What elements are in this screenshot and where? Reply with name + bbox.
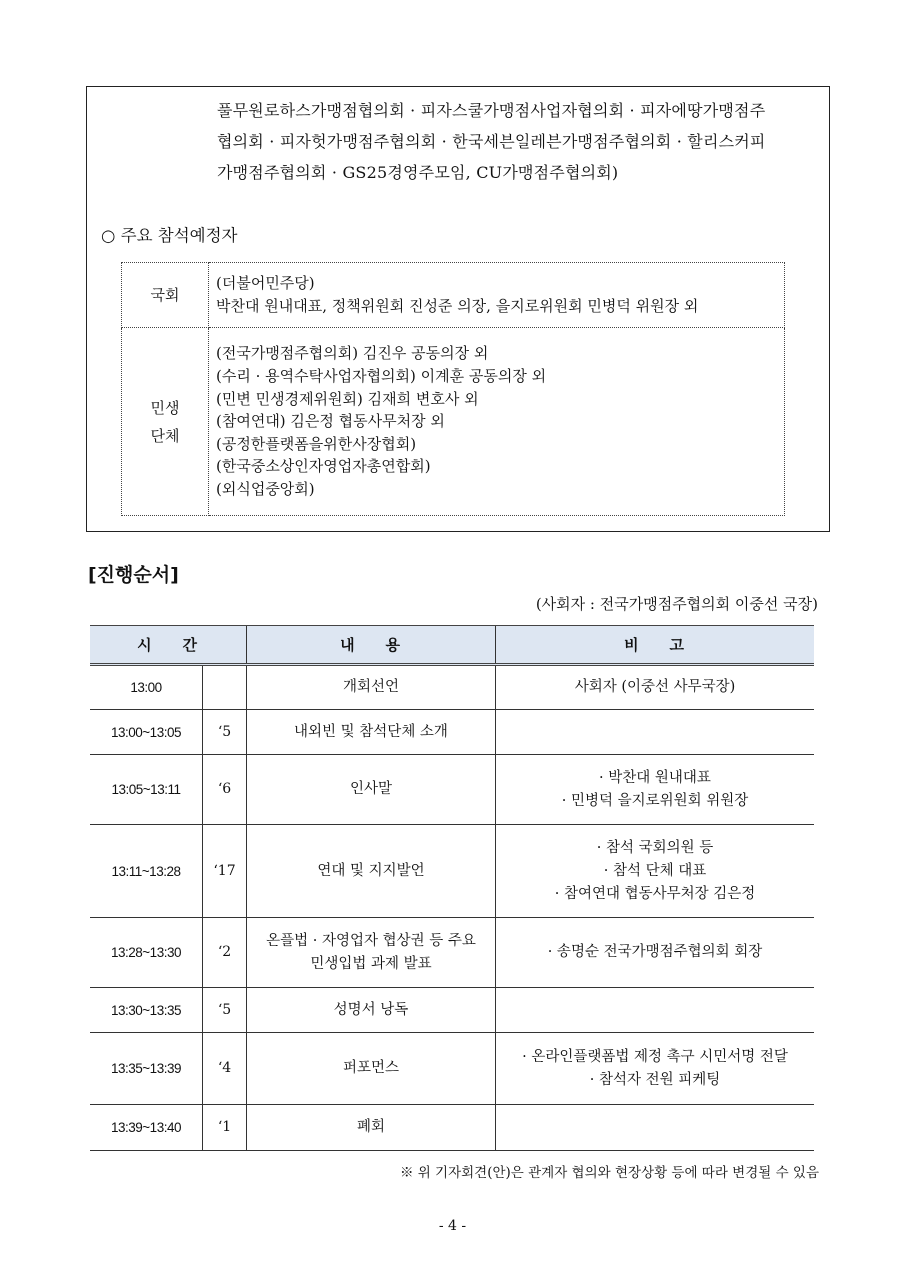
time-cell: 13:39~13:40 — [90, 1105, 203, 1151]
attendee-line: (수리 · 용역수탁사업자협의회) 이계훈 공동의장 외 — [216, 367, 547, 386]
time-cell: 13:05~13:11 — [90, 755, 203, 825]
time-cell: 13:00 — [90, 665, 203, 710]
content-line: 내외빈 및 참석단체 소개 — [294, 723, 448, 740]
attendee-line: 박찬대 원내대표, 정책위원회 진성준 의장, 을지로위원회 민병덕 위원장 외 — [216, 297, 699, 315]
attendee-row-assembly — [122, 263, 785, 328]
time-cell: 13:28~13:30 — [90, 918, 203, 988]
participant-line: 협의회 · 피자헛가맹점주협의회 · 한국세븐일레븐가맹점주협의회 · 할리스커피 — [217, 132, 766, 151]
duration-cell: ‘2 — [203, 918, 247, 988]
info-box — [86, 86, 830, 532]
participant-line: 풀무원로하스가맹점협의회 · 피자스쿨가맹점사업자협의회 · 피자에땅가맹점주 — [217, 101, 766, 120]
content-cell — [247, 665, 496, 710]
schedule-row — [90, 1105, 814, 1151]
content-cell — [247, 918, 496, 988]
attendee-label — [122, 328, 209, 516]
content-line: 연대 및 지지발언 — [317, 862, 425, 879]
note-cell — [496, 988, 815, 1033]
note-line: · 박찬대 원내대표 — [599, 769, 711, 786]
content-line: 폐회 — [356, 1119, 385, 1135]
content-line: 성명서 낭독 — [333, 1001, 409, 1018]
schedule-row — [90, 918, 814, 988]
header-note: 비 고 — [496, 626, 815, 665]
content-line: 개회선언 — [342, 679, 400, 695]
attendee-line: (외식업중앙회) — [216, 479, 315, 498]
schedule-row — [90, 665, 814, 710]
content-cell — [247, 1033, 496, 1105]
time-cell: 13:00~13:05 — [90, 710, 203, 755]
note-cell — [496, 918, 815, 988]
time-cell: 13:30~13:35 — [90, 988, 203, 1033]
note-line: · 온라인플랫폼법 제정 촉구 시민서명 전달 — [522, 1048, 788, 1065]
schedule-row — [90, 755, 814, 825]
attendee-line: (공정한플랫폼을위한사장협회) — [216, 434, 417, 453]
header-content: 내 용 — [247, 626, 496, 665]
note-line: · 민병덕 을지로위원회 위원장 — [561, 792, 749, 809]
note-cell — [496, 825, 815, 918]
time-cell: 13:35~13:39 — [90, 1033, 203, 1105]
note-cell — [496, 1105, 815, 1151]
participant-line: 가맹점주협의회 · GS25경영주모임, CU가맹점주협의회) — [217, 163, 619, 182]
duration-cell: ‘5 — [203, 710, 247, 755]
schedule-row — [90, 825, 814, 918]
note-line: · 참여연대 협동사무처장 김은정 — [554, 885, 756, 902]
attendee-label-line: 민생 — [150, 398, 180, 417]
content-line: 온플법 · 자영업자 협상권 등 주요 — [266, 932, 476, 949]
note-line: · 참석자 전원 피케팅 — [589, 1071, 721, 1088]
header-time: 시 간 — [90, 626, 247, 665]
footnote: ※ 위 기자회견(안)은 관계자 협의와 현장상황 등에 따라 변경될 수 있음 — [399, 1165, 819, 1181]
schedule-row — [90, 988, 814, 1033]
time-cell: 13:11~13:28 — [90, 825, 203, 918]
attendee-line: (전국가맹점주협의회) 김진우 공동의장 외 — [216, 344, 489, 363]
attendee-label-line: 단체 — [150, 426, 180, 445]
attendee-line: (민변 민생경제위원회) 김재희 변호사 외 — [216, 389, 479, 408]
content-line: 민생입법 과제 발표 — [310, 955, 432, 972]
content-line: 퍼포먼스 — [342, 1060, 400, 1076]
note-cell — [496, 755, 815, 825]
duration-cell: ‘4 — [203, 1033, 247, 1105]
schedule-row — [90, 710, 814, 755]
note-line: · 참석 국회의원 등 — [596, 839, 714, 856]
attendee-line: (더불어민주당) — [216, 274, 315, 293]
moderator-note: (사회자 : 전국가맹점주협의회 이중선 국장) — [535, 595, 818, 613]
page-number: - 4 - — [438, 1218, 467, 1234]
duration-cell: ‘1 — [203, 1105, 247, 1151]
attendee-label: 국회 — [122, 263, 209, 328]
content-cell — [247, 755, 496, 825]
attendee-table — [121, 262, 785, 516]
schedule-header-row — [90, 626, 814, 665]
attendee-line: (참여연대) 김은정 협동사무처장 외 — [216, 412, 445, 431]
attendee-row-civic — [122, 328, 785, 516]
content-line: 인사말 — [349, 781, 393, 797]
schedule-table — [90, 625, 814, 1151]
attendee-content — [209, 263, 785, 328]
content-cell — [247, 710, 496, 755]
note-line: · 참석 단체 대표 — [603, 862, 707, 879]
duration-cell: ‘5 — [203, 988, 247, 1033]
attendee-content — [209, 328, 785, 516]
schedule-title: [진행순서] — [88, 564, 179, 586]
content-cell — [247, 988, 496, 1033]
note-line: 사회자 (이중선 사무국장) — [574, 679, 736, 695]
attendee-line: (한국중소상인자영업자총연합회) — [216, 457, 431, 476]
duration-cell — [203, 665, 247, 710]
content-cell — [247, 1105, 496, 1151]
participant-list-continued — [217, 95, 823, 188]
note-line: · 송명순 전국가맹점주협의회 회장 — [547, 944, 763, 960]
duration-cell: ‘17 — [203, 825, 247, 918]
note-cell — [496, 710, 815, 755]
note-cell — [496, 1033, 815, 1105]
content-cell — [247, 825, 496, 918]
duration-cell: ‘6 — [203, 755, 247, 825]
schedule-row — [90, 1033, 814, 1105]
attendee-heading: ○ 주요 참석예정자 — [101, 226, 238, 245]
note-cell — [496, 665, 815, 710]
